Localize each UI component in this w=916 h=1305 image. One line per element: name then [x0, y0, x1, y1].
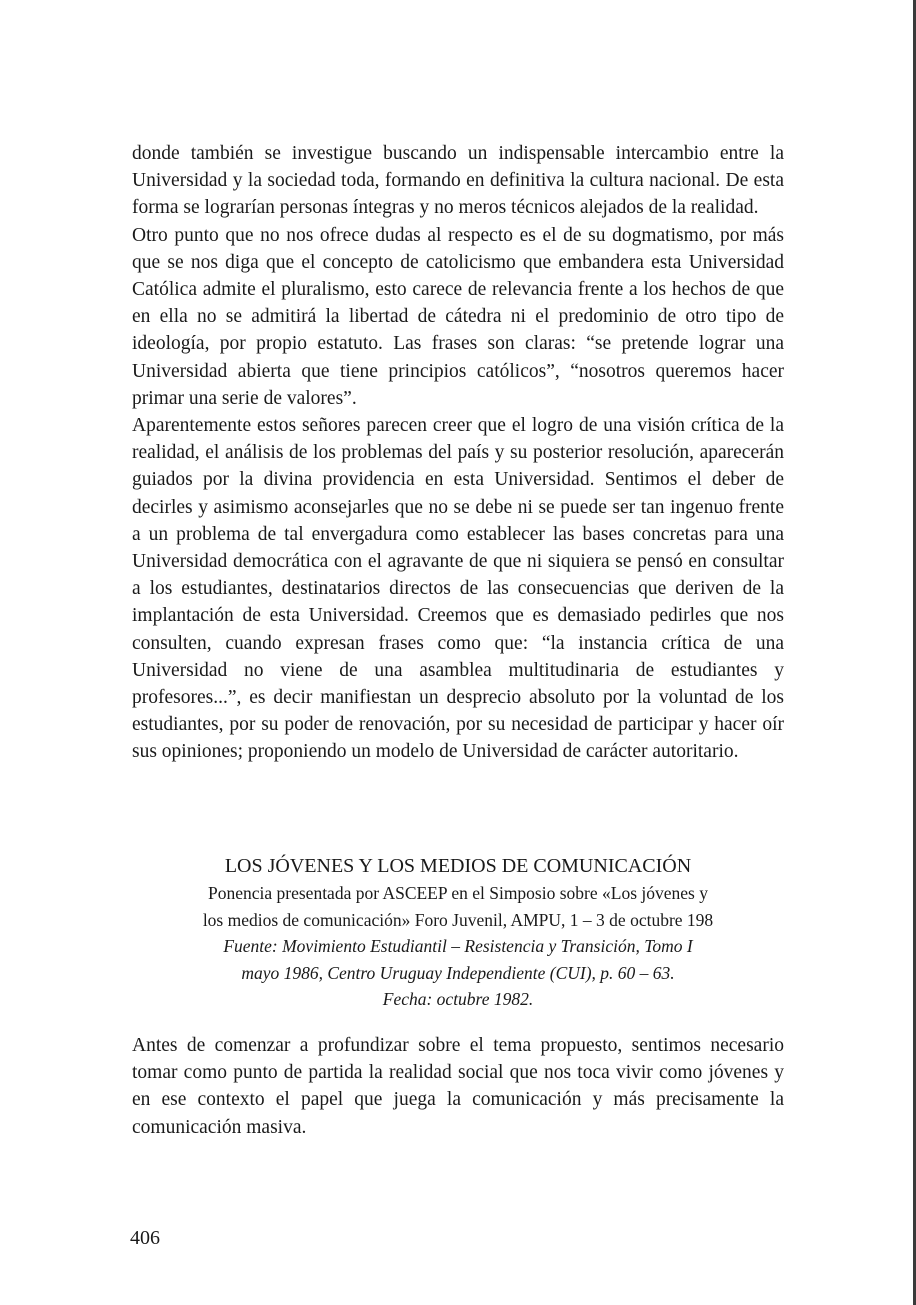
paragraph-2: Otro punto que no nos ofrece dudas al respecto es el de su dogmatismo, por más que se nos diga que el concepto de catolicismo que embandera esta Universidad Católica admite el pluralismo, esto carece de relevancia frente a los hechos de que en ella no se admitirá la libertad de cátedra ni el predominio de otro tipo de ideología, por propio estatuto. Las frases son claras: “se pretende lograr una Universidad abierta que tiene principios católicos”, “nosotros queremos hacer primar una serie de valores”. [132, 224, 784, 409]
section-date-line: Fecha: octubre 1982. [382, 989, 534, 1009]
paragraph-4: Antes de comenzar a profundizar sobre el tema propuesto, sentimos necesario tomar como punto de partida la realidad social que nos toca vivir como jóvenes y en ese contexto el papel que juega la comunicación y más precisamente la comunicación masiva. [132, 1035, 784, 1138]
section-source-line-1: Fuente: Movimiento Estudiantil – Resistencia y Transición, Tomo I [223, 936, 693, 956]
paragraph-1: donde también se investigue buscando un indispensable intercambio entre la Universidad y la sociedad toda, formando en definitiva la cultura nacional. De esta forma se lograrían personas íntegras y no meros técnicos alejados de la realidad. [132, 143, 784, 219]
page-number: 406 [130, 1227, 160, 1249]
body-text-bottom [132, 1032, 784, 1141]
section-subtitle-line-2: los medios de comunicación» Foro Juvenil, AMPU, 1 – 3 de octubre 198 [202, 909, 714, 930]
section-title: LOS JÓVENES Y LOS MEDIOS DE COMUNICACIÓN [224, 855, 692, 877]
body-text-top [132, 140, 784, 766]
paragraph-3: Aparentemente estos señores parecen creer que el logro de una visión crítica de la realidad, el análisis de los problemas del país y su posterior resolución, aparecerán guiados por la divina providencia en esta Universidad. Sentimos el deber de decirles y asimismo aconsejarles que no se debe ni se puede ser tan ingenuo frente a un problema de tal envergadura como establecer las bases concretas para una Universidad democrática con el agravante de que ni siquiera se pensó en consultar a los estudiantes, destinatarios directos de las consecuencias que deriven de la implantación de esta Universidad. Creemos que es demasiado pedirles que nos consulten, cuando expresan frases como que: “la instancia crítica de una Universidad no viene de una asamblea multitudinaria de estudiantes y profesores...”, es decir manifiestan un desprecio absoluto por la voluntad de los estudiantes, por su poder de renovación, por su necesidad de participar y hacer oír sus opiniones; proponiendo un modelo de Universidad de carácter autoritario. [132, 415, 784, 763]
section-source-line-2: mayo 1986, Centro Uruguay Independiente (CUI), p. 60 – 63. [241, 962, 675, 983]
section-header [132, 852, 784, 1013]
section-subtitle-line-1: Ponencia presentada por ASCEEP en el Simposio sobre «Los jóvenes y [208, 883, 708, 903]
